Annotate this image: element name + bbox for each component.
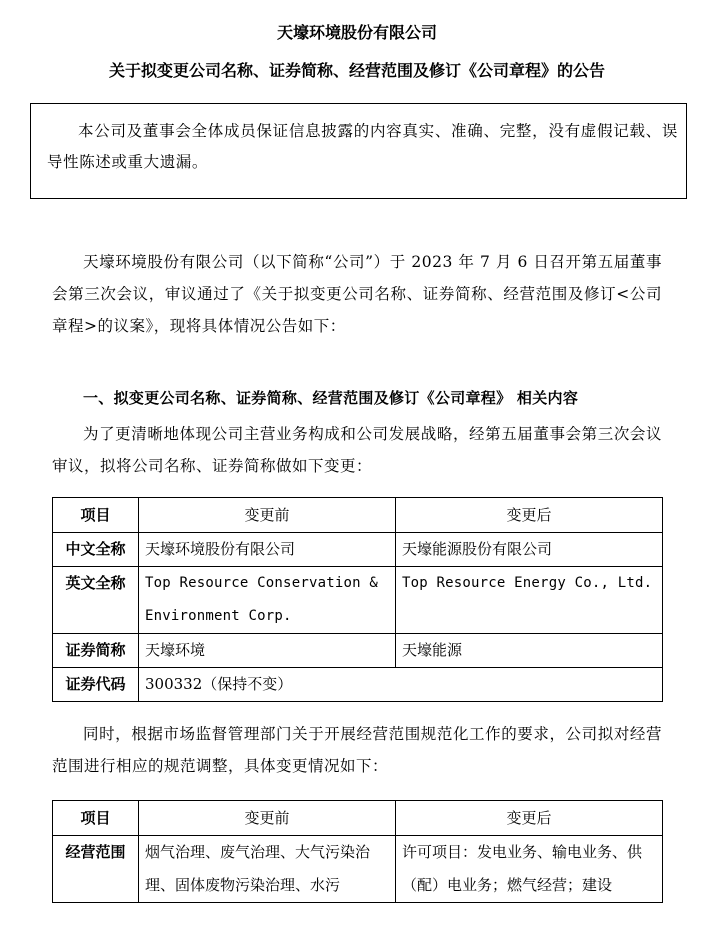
cell-after: 天壕能源 xyxy=(396,634,663,668)
table-row xyxy=(53,533,663,567)
company-title: 天壕环境股份有限公司 xyxy=(276,23,437,42)
header-after: 变更后 xyxy=(396,801,663,836)
header-item: 项目 xyxy=(53,801,139,836)
cell-before: Top Resource Conservation & Environment Corp. xyxy=(139,567,396,634)
section2-paragraph: 同时，根据市场监督管理部门关于开展经营范围规范化工作的要求，公司拟对经营范围进行相应的规范调整，具体变更情况如下： xyxy=(52,725,662,775)
scope-change-table xyxy=(52,800,663,903)
intro-paragraph: 天壕环境股份有限公司（以下简称“公司”）于 2023 年 7 月 6 日召开第五届董事会第三次会议，审议通过了《关于拟变更公司名称、证券简称、经营范围及修订<公司章程>的议案》，现将具体情况公告如下： xyxy=(52,253,662,335)
section-heading: 一、拟变更公司名称、证券简称、经营范围及修订《公司章程》 相关内容 xyxy=(83,389,579,407)
row-label: 经营范围 xyxy=(53,836,139,903)
cell-after: 天壕能源股份有限公司 xyxy=(396,533,663,567)
row-label: 中文全称 xyxy=(53,533,139,567)
section1-paragraph: 为了更清晰地体现公司主营业务构成和公司发展战略，经第五届董事会第三次会议审议，拟将公司名称、证券简称做如下变更： xyxy=(52,425,662,475)
table-row xyxy=(53,668,663,702)
disclaimer-text: 本公司及董事会全体成员保证信息披露的内容真实、准确、完整，没有虚假记载、误导性陈述或重大遗漏。 xyxy=(47,122,678,171)
scope-before-text: 烟气治理、废气治理、大气污染治理、固体废物污染治理、水污 xyxy=(145,843,371,894)
header-after: 变更后 xyxy=(396,498,663,533)
name-change-table xyxy=(52,497,663,702)
table-header-row xyxy=(53,801,663,836)
table-row xyxy=(53,567,663,634)
header-item: 项目 xyxy=(53,498,139,533)
announcement-title: 关于拟变更公司名称、证券简称、经营范围及修订《公司章程》的公告 xyxy=(108,61,605,80)
row-label: 证券代码 xyxy=(53,668,139,702)
cell-code: 300332（保持不变） xyxy=(139,668,663,702)
row-label: 证券简称 xyxy=(53,634,139,668)
header-before: 变更前 xyxy=(139,498,396,533)
table-row xyxy=(53,836,663,903)
table-row xyxy=(53,634,663,668)
cell-before xyxy=(139,836,396,903)
scope-after-text: 许可项目：发电业务、输电业务、供（配）电业务；燃气经营；建设 xyxy=(402,843,643,894)
table-header-row xyxy=(53,498,663,533)
cell-after: Top Resource Energy Co., Ltd. xyxy=(396,567,663,634)
cell-before: 天壕环境 xyxy=(139,634,396,668)
cell-before: 天壕环境股份有限公司 xyxy=(139,533,396,567)
cell-after xyxy=(396,836,663,903)
header-before: 变更前 xyxy=(139,801,396,836)
disclaimer-box xyxy=(30,103,687,199)
row-label: 英文全称 xyxy=(53,567,139,634)
